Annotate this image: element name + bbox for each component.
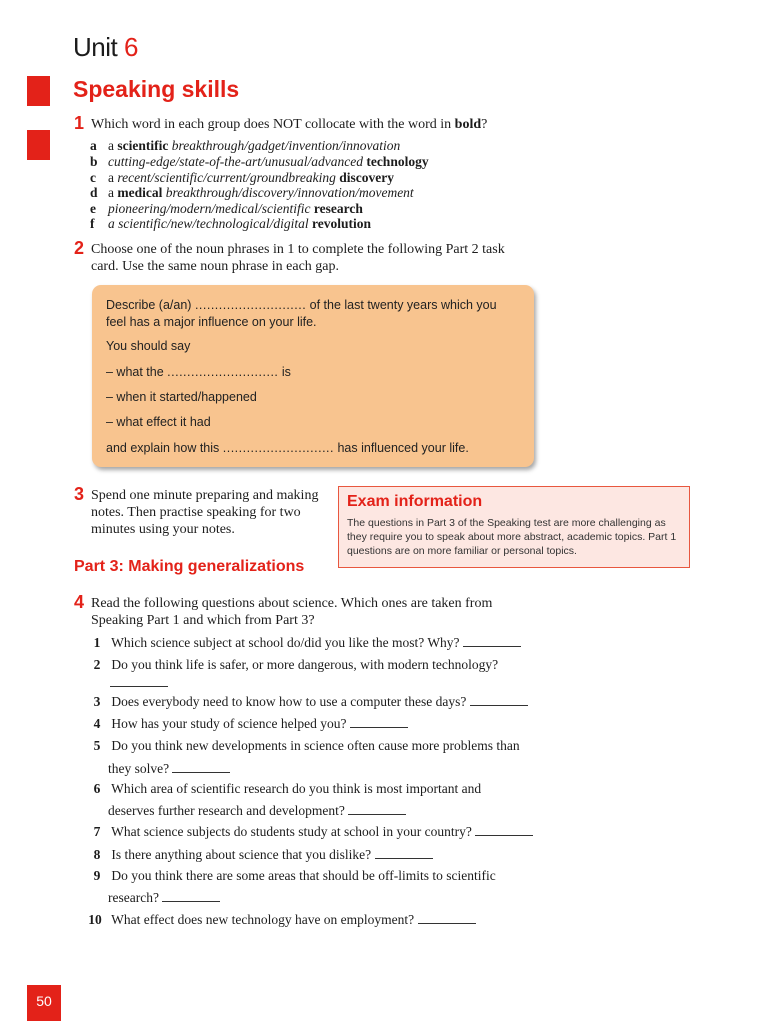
option-italic: breakthrough/gadget/invention/innovation [168, 138, 401, 153]
question-2-line-2: card. Use the same noun phrase in each gap. [91, 259, 340, 274]
option-d [90, 185, 414, 201]
option-italic: a scientific/new/technological/digital [108, 216, 309, 231]
part-3-heading: Part 3: Making generalizations [74, 558, 305, 575]
answer-blank[interactable] [350, 717, 408, 728]
section-marker-secondary [27, 130, 50, 160]
option-letter: f [90, 216, 95, 231]
item-text-cont: deserves further research and development? [108, 803, 345, 818]
question-2-number: 2 [74, 238, 85, 258]
item-text: What science subjects do students study at school in your country? [111, 824, 472, 839]
option-italic: recent/scientific/current/groundbreaking [117, 170, 336, 185]
answer-blank[interactable] [375, 848, 433, 859]
option-letter: b [90, 154, 98, 169]
question-item-5 [86, 735, 520, 757]
question-item-1 [86, 632, 521, 654]
item-text: Do you think new developments in science often cause more problems than [111, 738, 520, 753]
section-title: Speaking skills [73, 76, 240, 102]
tc-text: is [278, 365, 291, 379]
task-card-line-2: feel has a major influence on your life. [106, 315, 317, 329]
item-text: How has your study of science helped you? [111, 716, 347, 731]
item-text: Which science subject at school do/did you like the most? Why? [111, 635, 460, 650]
item-text: Does everybody need to know how to use a computer these days? [111, 694, 467, 709]
option-bold: discovery [335, 170, 394, 185]
task-card-bullet-1 [106, 364, 291, 380]
question-item-4 [86, 713, 408, 735]
item-number: 9 [93, 868, 101, 883]
answer-blank[interactable] [463, 636, 521, 647]
question-item-10 [82, 909, 476, 931]
option-pre: a [108, 138, 118, 153]
question-item-5-cont [108, 758, 230, 780]
answer-blank[interactable] [418, 913, 476, 924]
item-number: 7 [93, 824, 101, 839]
question-4-line-1: Read the following questions about science. Which ones are taken from [91, 596, 493, 611]
item-number: 4 [93, 716, 101, 731]
question-3-line-3: minutes using your notes. [91, 522, 235, 537]
task-card-bullet-3: – what effect it had [106, 415, 211, 429]
page-number-box [27, 985, 61, 1021]
item-text: Do you think life is safer, or more dangerous, with modern technology? [111, 657, 499, 672]
q1-prompt-end: ? [481, 117, 488, 132]
task-card-last-line [106, 440, 469, 456]
item-number: 10 [88, 912, 102, 927]
option-italic: breakthrough/discovery/innovation/movement [162, 185, 414, 200]
item-text: Do you think there are some areas that should be off-limits to scientific [111, 868, 496, 883]
option-letter: c [90, 170, 96, 185]
task-card-line-1 [106, 297, 497, 313]
item-number: 5 [93, 738, 101, 753]
answer-blank[interactable] [110, 676, 168, 687]
task-card-line-3: You should say [106, 339, 191, 353]
option-letter: e [90, 201, 96, 216]
answer-blank[interactable] [470, 695, 528, 706]
gap-1: ............................ [194, 298, 307, 312]
item-number: 1 [93, 635, 101, 650]
tc-text: of the last twenty years which you [306, 298, 497, 312]
item-text-cont: they solve? [108, 761, 170, 776]
question-4-line-2: Speaking Part 1 and which from Part 3? [91, 613, 315, 628]
option-f [90, 216, 371, 232]
tc-text: has influenced your life. [334, 441, 469, 455]
tc-text: – what the [106, 365, 168, 379]
unit-label: Unit [73, 32, 118, 62]
q1-prompt-text: Which word in each group does NOT collocate with the word in [91, 117, 455, 132]
exam-information-box [338, 486, 690, 568]
question-item-6 [86, 778, 481, 800]
gap-2: ............................ [167, 365, 279, 379]
answer-blank[interactable] [172, 762, 230, 773]
gap-3: ............................ [222, 441, 334, 455]
option-c [90, 170, 394, 186]
option-e [90, 201, 363, 217]
option-a [90, 138, 400, 154]
question-2-line-1: Choose one of the noun phrases in 1 to complete the following Part 2 task [91, 242, 505, 257]
question-item-9 [86, 865, 496, 887]
exam-information-title: Exam information [347, 493, 483, 510]
answer-blank[interactable] [348, 804, 406, 815]
answer-blank[interactable] [162, 891, 220, 902]
tc-text: and explain how this [106, 441, 223, 455]
question-item-7 [86, 821, 533, 843]
option-pre: a [108, 185, 118, 200]
unit-heading [73, 32, 138, 63]
question-3-line-2: notes. Then practise speaking for two [91, 505, 301, 520]
option-bold: revolution [308, 216, 371, 231]
question-3-number: 3 [74, 484, 85, 504]
option-letter: d [90, 185, 98, 200]
item-number: 3 [93, 694, 101, 709]
item-number: 6 [93, 781, 101, 796]
option-italic: pioneering/modern/medical/scientific [108, 201, 311, 216]
item-text: Is there anything about science that you dislike? [111, 847, 372, 862]
option-italic: cutting-edge/state-of-the-art/unusual/advanced [108, 154, 363, 169]
answer-blank[interactable] [475, 825, 533, 836]
option-bold: scientific [117, 138, 169, 153]
question-1-prompt [91, 116, 487, 134]
tc-text: Describe (a/an) [106, 298, 195, 312]
item-text: Which area of scientific research do you think is most important and [111, 781, 482, 796]
question-item-6-cont [108, 800, 406, 822]
option-b [90, 154, 429, 170]
question-item-8 [86, 844, 433, 866]
option-bold: technology [362, 154, 429, 169]
question-4-number: 4 [74, 592, 85, 612]
question-3-line-1: Spend one minute preparing and making [91, 488, 319, 503]
page-number: 50 [36, 993, 52, 1009]
section-marker [27, 76, 50, 106]
option-letter: a [90, 138, 97, 153]
option-bold: medical [117, 185, 163, 200]
item-text: What effect does new technology have on employment? [111, 912, 415, 927]
task-card-bullet-2: – when it started/happened [106, 390, 257, 404]
q1-prompt-bold: bold [454, 117, 482, 132]
question-item-3 [86, 691, 528, 713]
item-number: 8 [93, 847, 101, 862]
option-bold: research [310, 201, 363, 216]
unit-number: 6 [123, 32, 138, 62]
task-card [92, 285, 534, 467]
exam-information-text: The questions in Part 3 of the Speaking test are more challenging as they require you to speak about more abstract, academic topics. Part 1 questions are on more familiar or personal topics. [347, 517, 677, 557]
question-item-9-cont [108, 887, 220, 909]
option-pre: a [108, 170, 118, 185]
item-number: 2 [93, 657, 101, 672]
item-text-cont: research? [108, 890, 159, 905]
question-1-number: 1 [74, 113, 85, 133]
